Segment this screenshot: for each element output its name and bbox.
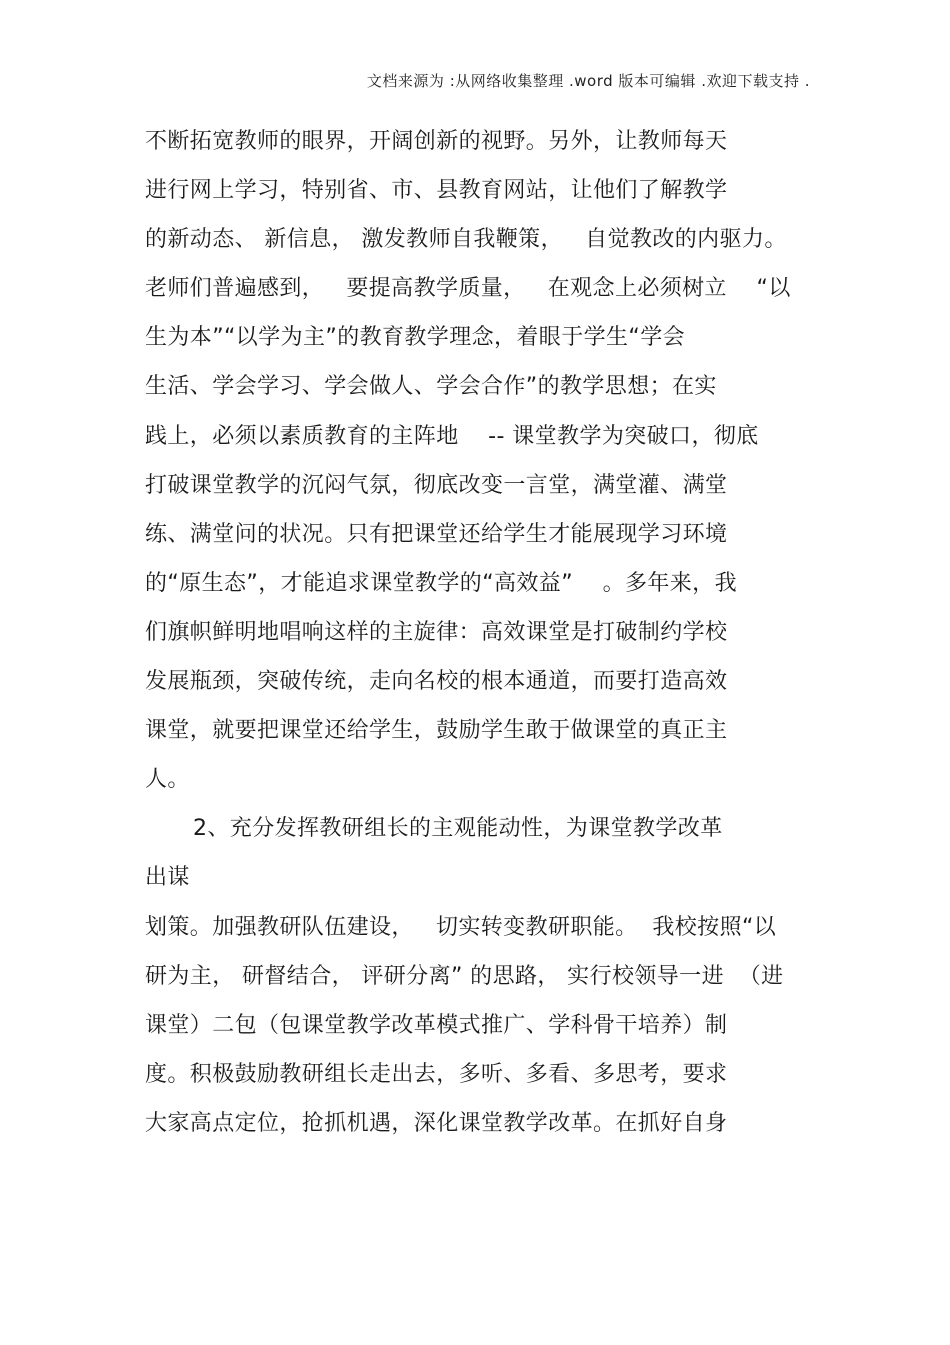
text-line: 人。 — [145, 767, 190, 793]
text-line: 不断拓宽教师的眼界，开阔创新的视野。另外，让教师每天 — [145, 129, 728, 154]
text-line: 大家高点定位，抢抓机遇，深化课堂教学改革。在抓好自身 — [145, 1110, 728, 1136]
text-line: 练、满堂问的状况。只有把课堂还给学生才能展现学习环境 — [145, 521, 728, 547]
text-line: 进行网上学习，特别省、市、县教育网站，让他们了解教学 — [145, 178, 728, 204]
text-line: 的新动态、 新信息， 激发教师自我鞭策， 自觉教改的内驱力。 — [145, 227, 787, 253]
text-line: 出谋 — [145, 865, 190, 891]
text-line: 践上，必须以素质教育的主阵地 -- 课堂教学为突破口，彻底 — [145, 423, 759, 449]
page-header: 文档来源为 :从网络收集整理 .word 版本可编辑 .欢迎下载支持 . — [366, 72, 810, 90]
text-line: 课堂）二包（包课堂教学改革模式推广、学科骨干培养）制 — [145, 1012, 728, 1038]
section-heading-line: 2、充分发挥教研组长的主观能动性，为课堂教学改革 — [193, 816, 723, 842]
text-line: 们旗帜鲜明地唱响这样的主旋律：高效课堂是打破制约学校 — [145, 619, 728, 645]
text-line: 生活、学会学习、学会做人、学会合作”的教学思想；在实 — [145, 374, 717, 400]
text-line: 的“原生态”，才能追求课堂教学的“高效益” 。多年来，我 — [145, 570, 737, 596]
text-line: 老师们普遍感到， 要提高教学质量， 在观念上必须树立 “以 — [145, 276, 791, 302]
text-line: 发展瓶颈，突破传统，走向名校的根本通道，而要打造高效 — [145, 669, 728, 695]
text-line: 研为主， 研督结合， 评研分离” 的思路， 实行校领导一进 （进 — [145, 963, 784, 989]
text-line: 度。积极鼓励教研组长走出去，多听、多看、多思考，要求 — [145, 1061, 728, 1087]
text-line: 划策。加强教研队伍建设， 切实转变教研职能。 我校按照“以 — [145, 914, 777, 940]
body-text — [145, 125, 845, 1156]
text-line: 课堂，就要把课堂还给学生，鼓励学生敢于做课堂的真正主 — [145, 718, 728, 744]
text-line: 打破课堂教学的沉闷气氛，彻底改变一言堂，满堂灌、满堂 — [145, 472, 728, 498]
text-line: 生为本”“以学为主”的教育教学理念，着眼于学生“学会 — [145, 325, 685, 351]
